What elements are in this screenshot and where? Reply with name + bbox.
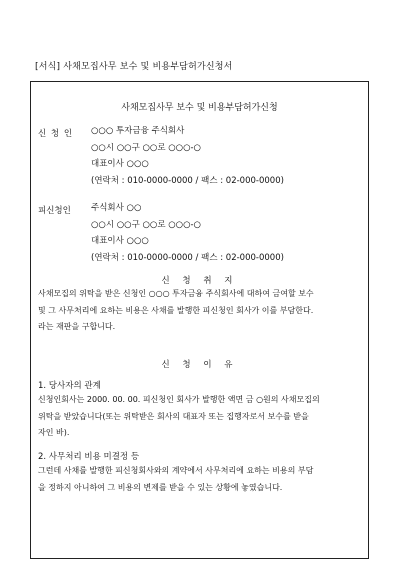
reason-1-line: 자인 바). (38, 428, 70, 437)
purpose-line: 및 그 사무처리에 요하는 비용은 사채를 발행한 피신청인 회사가 이를 부담한다. (38, 305, 314, 315)
respondent-info (91, 200, 284, 266)
document-title: 사채모집사무 보수 및 비용부담허가신청 (121, 103, 278, 113)
applicant-contact: (연락처 : 010-0000-0000 / 팩스 : 02-000-0000) (91, 175, 284, 186)
purpose-heading: 신 청 취 지 (161, 276, 238, 286)
reason-1-line: 신청인회사는 2000. 00. 00. 피신청인 회사가 발행한 액면 금 ○원의 사채모집의 (38, 395, 320, 404)
respondent-name: 주식회사 ○○ (91, 203, 142, 213)
reason-1-paragraph (38, 392, 360, 442)
respondent-representative: 대표이사 ○○○ (91, 236, 149, 246)
applicant-info (91, 123, 284, 189)
respondent-label: 피신청인 (38, 206, 71, 216)
reasons-heading: 신 청 이 유 (161, 360, 238, 370)
reason-1-title: 1. 당사자의 관계 (38, 381, 101, 391)
reason-2-title: 2. 사무처리 비용 미결정 등 (38, 452, 140, 462)
reason-1-line: 위탁을 받았습니다(또는 위탁받은 회사의 대표자 또는 집행자로서 보수를 받을 (38, 411, 309, 421)
reason-2-line: 을 정하지 아니하여 그 비용의 변제를 받을 수 있는 상황에 놓였습니다. (38, 482, 283, 492)
respondent-contact: (연락처 : 010-0000-0000 / 팩스 : 02-000-0000) (91, 252, 284, 263)
purpose-line: 사채모집의 위탁을 받은 신청인 ○○○ 투자금융 주식회사에 대하여 금여할 보수 (38, 289, 314, 298)
reason-2-paragraph (38, 463, 360, 496)
purpose-line: 라는 재판을 구합니다. (38, 322, 116, 331)
purpose-paragraph (38, 286, 360, 336)
applicant-representative: 대표이사 ○○○ (91, 159, 149, 169)
applicant-address: ○○시 ○○구 ○○로 ○○○-○ (91, 142, 201, 153)
applicant-label: 신 청 인 (38, 129, 74, 139)
applicant-name: ○○○ 투자금융 주식회사 (91, 126, 185, 136)
form-label: [서식] 사채모집사무 보수 및 비용부담허가신청서 (35, 62, 233, 72)
document-frame (30, 81, 369, 559)
respondent-address: ○○시 ○○구 ○○로 ○○○-○ (91, 219, 201, 230)
reason-2-line: 그런데 사채를 발행한 피신청회사와의 계약에서 사무처리에 요하는 비용의 부담 (38, 466, 314, 475)
